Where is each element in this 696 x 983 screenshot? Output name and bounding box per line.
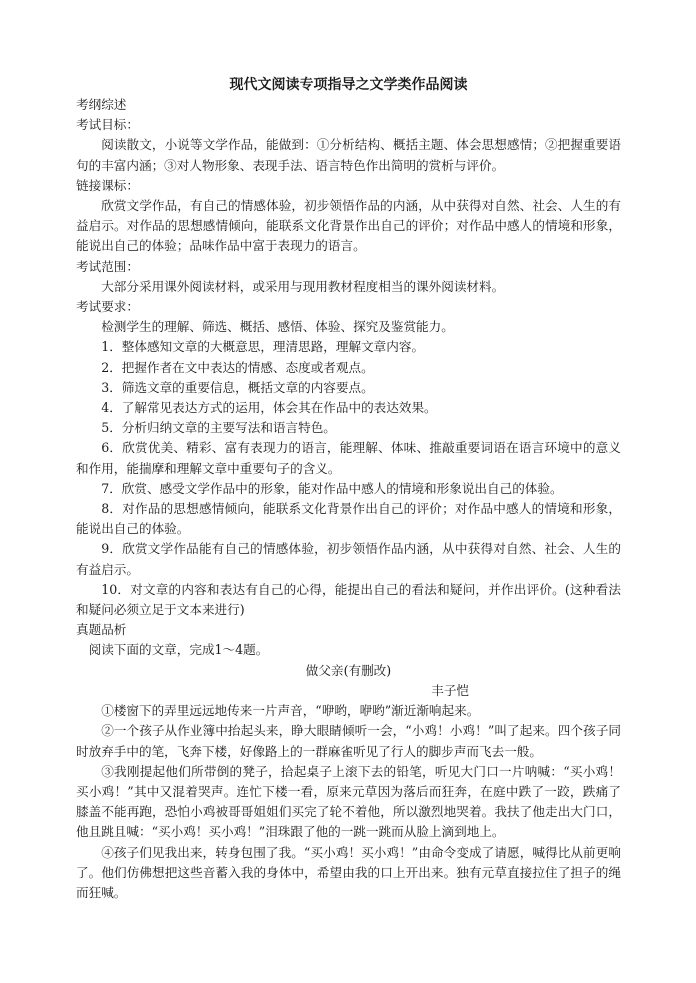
paragraph: 欣赏文学作品，有自己的情感体验，初步领悟作品的内涵，从中获得对自然、社会、人生的有益启示。对作品的思想感情倾向，能联系文化背景作出自己的评价；对作品中感人的情境和形象，能说出自己的体验；品味作品中富于表现力的语言。 — [76, 198, 621, 254]
paragraph: 9．欣赏文学作品能有自己的情感体验，初步领悟作品内涵，从中获得对自然、社会、人生的有益启示。 — [76, 541, 621, 577]
paragraph: 6．欣赏优美、精彩、富有表现力的语言，能理解、体味、推敲重要词语在语言环境中的意义和作用，能揣摩和理解文章中重要句子的含义。 — [76, 440, 621, 476]
document-body — [76, 95, 621, 903]
paragraph: 考试目标： — [76, 117, 139, 133]
paragraph: 1．整体感知文章的大概意思，理清思路，理解文章内容。 — [101, 339, 425, 355]
paragraph: 丰子恺 — [431, 682, 469, 698]
paragraph: 4．了解常见表达方式的运用，体会其在作品中的表达效果。 — [101, 400, 437, 416]
paragraph: 真题品析 — [76, 622, 127, 638]
paragraph: 7．欣赏、感受文学作品中的形象，能对作品中感人的情境和形象说出自己的体验。 — [101, 480, 563, 496]
paragraph: 阅读散文，小说等文学作品，能做到：①分析结构、概括主题、体会思想感情；②把握重要语句的丰富内涵；③对人物形象、表现手法、语言特色作出简明的赏析与评价。 — [76, 137, 621, 173]
paragraph: ①楼窗下的弄里远远地传来一片声音，“咿哟，咿哟”渐近渐响起来。 — [101, 703, 480, 719]
paragraph: 检测学生的理解、筛选、概括、感悟、体验、探究及鉴赏能力。 — [101, 319, 454, 335]
paragraph: 3．筛选文章的重要信息，概括文章的内容要点。 — [101, 379, 374, 395]
paragraph: 2．把握作者在文中表达的情感、态度或者观点。 — [101, 359, 374, 375]
paragraph: 10．对文章的内容和表达有自己的心得，能提出自己的看法和疑问，并作出评价。(这种看法和疑问必须立足于文本来进行) — [76, 581, 621, 618]
paragraph: 阅读下面的文章，完成1～4题。 — [88, 642, 269, 658]
paragraph: 考试要求： — [76, 299, 139, 315]
paragraph: 5．分析归纳文章的主要写法和语言特色。 — [101, 420, 336, 436]
paragraph: ②一个孩子从作业簿中抬起头来，睁大眼睛倾听一会，“小鸡！小鸡！”叫了起来。四个孩子同时放弃手中的笔，飞奔下楼，好像路上的一群麻雀听见了行人的脚步声而飞去一般。 — [76, 723, 621, 759]
paragraph: ④孩子们见我出来，转身包围了我。“买小鸡！买小鸡！”由命令变成了请愿，喊得比从前更响了。他们仿佛想把这些音蓄入我的身体中，希望由我的口上开出来。独有元草直接拉住了担子的绳而狂喊。 — [76, 844, 621, 900]
paragraph: 考试范围： — [76, 258, 139, 274]
document-page — [76, 76, 621, 903]
document-title: 现代文阅读专项指导之文学类作品阅读 — [229, 77, 468, 93]
paragraph: ③我刚提起他们所带倒的凳子，拾起桌子上滚下去的铅笔，听见大门口一片呐喊：“买小鸡！买小鸡！”其中又混着哭声。连忙下楼一看，原来元草因为落后而狂奔，在庭中跌了一跤，跌痛了膝盖不能再跑，恐怕小鸡被哥哥姐姐们买完了轮不着他，所以激烈地哭着。我扶了他走出大门口，他且跳且喊：“买小鸡！买小鸡！”泪珠跟了他的一跳一跳而从脸上滴到地上。 — [76, 763, 621, 840]
paragraph: 8．对作品的思想感情倾向，能联系文化背景作出自己的评价；对作品中感人的情境和形象，能说出自己的体验。 — [76, 501, 621, 537]
paragraph: 考纲综述 — [76, 97, 127, 112]
paragraph: 大部分采用课外阅读材料，或采用与现用教材程度相当的课外阅读材料。 — [101, 278, 505, 294]
paragraph: 链接课标： — [76, 177, 139, 193]
paragraph: 做父亲(有删改) — [305, 662, 392, 678]
